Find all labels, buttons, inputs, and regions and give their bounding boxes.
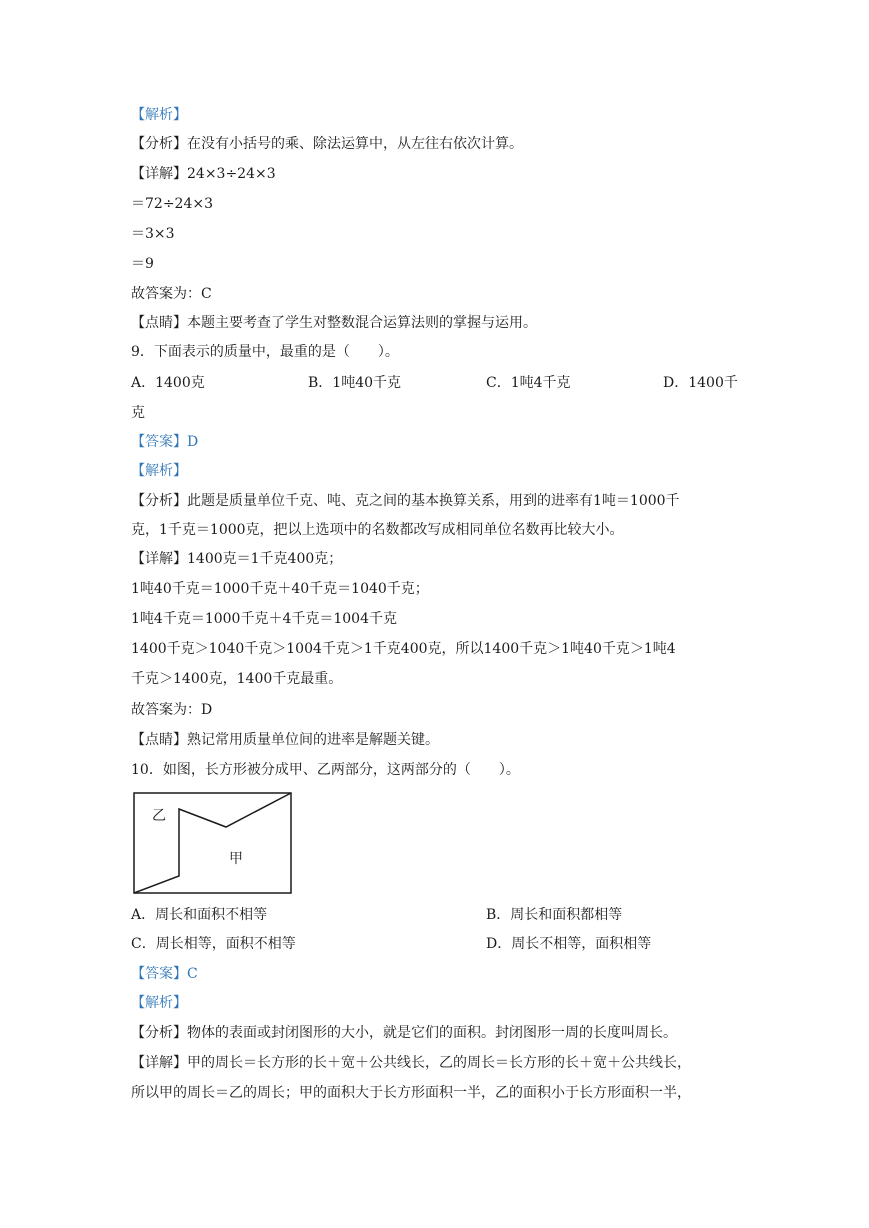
q10-answer: 【答案】C bbox=[131, 966, 198, 982]
q8-fenxi-text: 在没有小括号的乘、除法运算中，从左往右依次计算。 bbox=[187, 136, 523, 152]
q8-xiangjie bbox=[131, 164, 276, 184]
q9-answer: 【答案】D bbox=[131, 434, 199, 450]
q10-fenxi bbox=[131, 1023, 677, 1043]
q10-question: 10．如图，长方形被分成甲、乙两部分，这两部分的（ ）。 bbox=[131, 762, 520, 778]
q9-dianjing bbox=[131, 730, 439, 750]
q8-xiangjie-tag: 【详解】 bbox=[131, 166, 187, 182]
q9-option-b: B．1吨40千克 bbox=[308, 375, 402, 391]
q9-xiangjie-text-5: 千克＞1400克，1400千克最重。 bbox=[131, 671, 343, 687]
q9-option-d-wrap: 克 bbox=[131, 405, 145, 421]
q9-dianjing-text: 熟记常用质量单位间的进率是解题关键。 bbox=[187, 732, 439, 748]
q9-fenxi-text-1: 此题是质量单位千克、吨、克之间的基本换算关系，用到的进率有1吨＝1000千 bbox=[187, 493, 680, 509]
q9-option-d: D．1400千 bbox=[663, 375, 738, 391]
q9-xiangjie-text-1: 1400克＝1千克400克； bbox=[187, 551, 343, 567]
q9-dianjing-tag: 【点睛】 bbox=[131, 732, 187, 748]
q8-step-2: ＝3×3 bbox=[131, 226, 175, 242]
q10-xiangjie-text-1: 甲的周长＝长方形的长＋宽＋公共线长，乙的周长＝长方形的长＋宽＋公共线长， bbox=[187, 1055, 691, 1071]
q10-option-b: B．周长和面积都相等 bbox=[486, 907, 623, 923]
figure-label-jia: 甲 bbox=[229, 851, 243, 867]
q8-step-3: ＝9 bbox=[131, 256, 154, 272]
q8-dianjing-tag: 【点睛】 bbox=[131, 315, 187, 331]
q9-fenxi-text-2: 克，1千克＝1000克，把以上选项中的名数都改写成相同单位名数再比较大小。 bbox=[131, 522, 624, 538]
q10-option-d: D．周长不相等，面积相等 bbox=[486, 936, 652, 952]
q10-rectangle-figure bbox=[133, 792, 293, 895]
q9-option-c: C．1吨4千克 bbox=[486, 375, 571, 391]
q8-xiangjie-text: 24×3÷24×3 bbox=[187, 166, 276, 182]
q10-fenxi-tag: 【分析】 bbox=[131, 1025, 187, 1041]
q9-fenxi-tag: 【分析】 bbox=[131, 493, 187, 509]
q9-xiangjie-text-2: 1吨40千克＝1000千克＋40千克＝1040千克； bbox=[131, 581, 429, 597]
q10-xiangjie bbox=[131, 1053, 691, 1073]
q9-option-a: A．1400克 bbox=[131, 375, 205, 391]
q10-option-c: C．周长相等，面积不相等 bbox=[131, 936, 296, 952]
q9-xiangjie-tag: 【详解】 bbox=[131, 551, 187, 567]
q8-dianjing-text: 本题主要考查了学生对整数混合运算法则的掌握与运用。 bbox=[187, 315, 537, 331]
q8-answer-line: 故答案为：C bbox=[131, 286, 212, 302]
q10-option-a: A．周长和面积不相等 bbox=[131, 907, 268, 923]
q9-answer-line: 故答案为：D bbox=[131, 702, 213, 718]
q9-jiexi-heading: 【解析】 bbox=[131, 463, 187, 479]
q8-fenxi bbox=[131, 134, 523, 154]
q10-jiexi-heading: 【解析】 bbox=[131, 995, 187, 1011]
q9-question: 9．下面表示的质量中，最重的是（ ）。 bbox=[131, 344, 399, 360]
figure-label-yi: 乙 bbox=[152, 808, 166, 824]
q10-xiangjie-text-2: 所以甲的周长＝乙的周长；甲的面积大于长方形面积一半，乙的面积小于长方形面积一半， bbox=[131, 1085, 691, 1101]
q8-fenxi-tag: 【分析】 bbox=[131, 136, 187, 152]
q8-step-1: ＝72÷24×3 bbox=[131, 196, 213, 212]
q9-xiangjie bbox=[131, 549, 342, 569]
q9-xiangjie-text-4: 1400千克＞1040千克＞1004千克＞1千克400克，所以1400千克＞1吨40千克＞1吨4 bbox=[131, 641, 676, 657]
q9-xiangjie-text-3: 1吨4千克＝1000千克＋4千克＝1004千克 bbox=[131, 611, 397, 627]
q10-fenxi-text: 物体的表面或封闭图形的大小，就是它们的面积。封闭图形一周的长度叫周长。 bbox=[187, 1025, 677, 1041]
q9-fenxi bbox=[131, 491, 680, 511]
q8-dianjing bbox=[131, 313, 537, 333]
q10-xiangjie-tag: 【详解】 bbox=[131, 1055, 187, 1071]
q8-jiexi-heading: 【解析】 bbox=[131, 107, 187, 123]
